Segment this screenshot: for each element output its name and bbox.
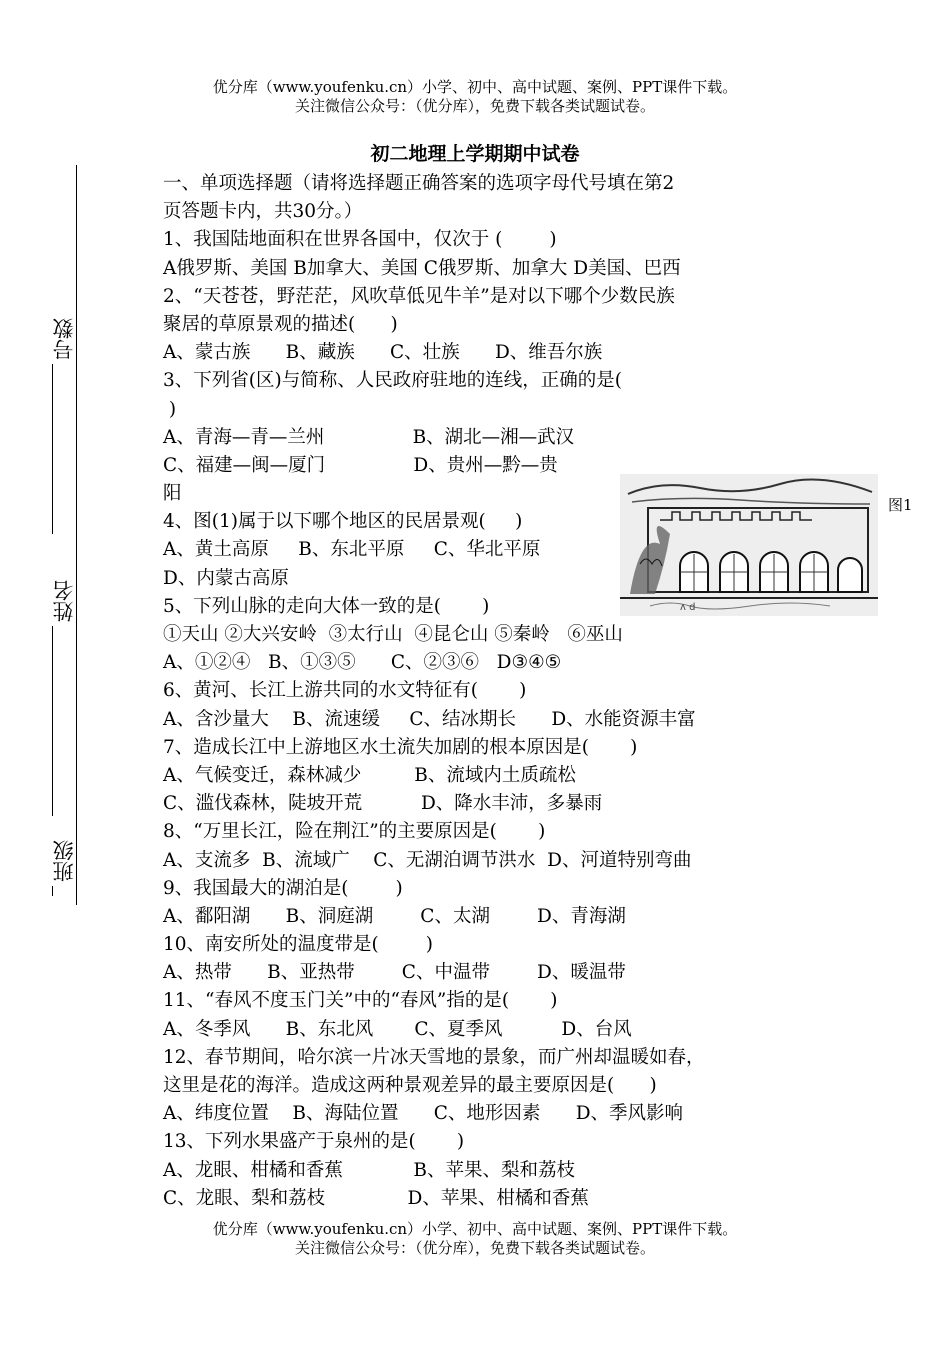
- exam-line: 2、“天苍苍，野茫茫，风吹草低见牛羊”是对以下哪个少数民族: [163, 285, 675, 307]
- exam-line: A、龙眼、柑橘和香蕉 B、苹果、梨和荔枝: [163, 1159, 576, 1181]
- exam-line: 一、单项选择题（请将选择题正确答案的选项字母代号填在第2: [163, 173, 675, 194]
- exam-line: A、热带 B、亚热带 C、中温带 D、暖温带: [163, 962, 626, 984]
- exam-line: 12、春节期间，哈尔滨一片冰天雪地的景象，而广州却温暖如春，: [163, 1046, 705, 1068]
- exam-line: 聚居的草原景观的描述( ): [163, 313, 398, 335]
- exam-line: A、支流多 B、流域广 C、无湖泊调节洪水 D、河道特别弯曲: [163, 849, 692, 871]
- exam-line: A、青海—青—兰州 B、湖北—湘—武汉: [163, 426, 575, 448]
- binding-line: [76, 165, 77, 905]
- footer-line-1: 优分库（www.youfenku.cn）小学、初中、高中试题、案例、PPT课件下载。: [212, 1220, 738, 1238]
- exam-line: 11、“春风不度玉门关”中的“春风”指的是( ): [163, 990, 558, 1012]
- exam-line: 10、南安所处的温度带是( ): [163, 934, 434, 956]
- exam-line: 页答题卡内，共30分。）: [163, 201, 363, 223]
- page-footer: [0, 1220, 950, 1258]
- exam-line: A俄罗斯、美国 B加拿大、美国 C俄罗斯、加拿大 D美国、巴西: [163, 257, 681, 279]
- exam-line: A、鄱阳湖 B、洞庭湖 C、太湖 D、青海湖: [163, 905, 626, 927]
- exam-line: A、气候变迁，森林减少 B、流域内土质疏松: [163, 764, 576, 786]
- exam-content: [163, 170, 788, 1213]
- cave-dwelling-illustration: [620, 474, 878, 616]
- exam-line: A、冬季风 B、东北风 C、夏季风 D、台风: [163, 1018, 632, 1040]
- name-blank-line: [52, 626, 53, 816]
- exam-line: 5、下列山脉的走向大体一致的是( ): [163, 595, 490, 617]
- exam-line: 7、造成长江中上游地区水土流失加剧的根本原因是( ): [163, 736, 638, 758]
- exam-line: ): [163, 398, 177, 420]
- exam-line: 8、“万里长江，险在荆江”的主要原因是( ): [163, 821, 546, 843]
- exam-line: 9、我国最大的湖泊是( ): [163, 877, 403, 899]
- exam-line: 阳: [163, 483, 182, 505]
- exam-line: C、龙眼、梨和荔枝 D、苹果、柑橘和香蕉: [163, 1187, 589, 1209]
- exam-line: 4、图(1)属于以下哪个地区的民居景观( ): [163, 511, 523, 533]
- number-blank-line: [52, 364, 53, 534]
- page-title: 初二地理上学期期中试卷: [370, 143, 580, 165]
- header-line-1: 优分库（www.youfenku.cn）小学、初中、高中试题、案例、PPT课件下载。: [212, 78, 738, 96]
- figure-1-image: [620, 474, 878, 616]
- exam-line: 这里是花的海洋。造成这两种景观差异的最主要原因是( ): [163, 1075, 657, 1096]
- exam-line: 6、黄河、长江上游共同的水文特征有( ): [163, 680, 527, 702]
- header-line-2: 关注微信公众号：（优分库），免费下载各类试题试卷。: [294, 97, 655, 115]
- exam-line: 13、下列水果盛产于泉州的是( ): [163, 1131, 465, 1153]
- exam-line: A、黄土高原 B、东北平原 C、华北平原: [163, 539, 541, 561]
- svg-text:ʌ d: ʌ d: [680, 602, 696, 613]
- side-label-number: 号数: [52, 318, 76, 360]
- exam-line: D、内蒙古高原: [163, 567, 289, 589]
- figure-1-label: 图1: [888, 496, 913, 514]
- exam-line: A、纬度位置 B、海陆位置 C、地形因素 D、季风影响: [163, 1103, 684, 1125]
- exam-line: 1、我国陆地面积在世界各国中，仅次于 ( ): [163, 229, 557, 251]
- side-label-name: 姓名: [52, 580, 76, 622]
- exam-line: A、①②④ B、①③⑤ C、②③⑥ D③④⑤: [163, 652, 562, 674]
- exam-line: A、蒙古族 B、藏族 C、壮族 D、维吾尔族: [163, 342, 603, 364]
- exam-line: ①天山 ②大兴安岭 ③太行山 ④昆仑山 ⑤秦岭 ⑥巫山: [163, 624, 623, 645]
- exam-line: C、滥伐森林，陡坡开荒 D、降水丰沛，多暴雨: [163, 793, 603, 815]
- exam-line: C、福建—闽—厦门 D、贵州—黔—贵: [163, 454, 558, 476]
- footer-line-2: 关注微信公众号：（优分库），免费下载各类试题试卷。: [294, 1239, 655, 1257]
- page-header: [0, 78, 950, 116]
- exam-line: A、含沙量大 B、流速缓 C、结冰期长 D、水能资源丰富: [163, 708, 696, 730]
- class-blank-line: [52, 886, 53, 896]
- exam-line: 3、下列省(区)与简称、人民政府驻地的连线，正确的是(: [163, 370, 622, 392]
- side-label-class: 班级: [52, 840, 76, 882]
